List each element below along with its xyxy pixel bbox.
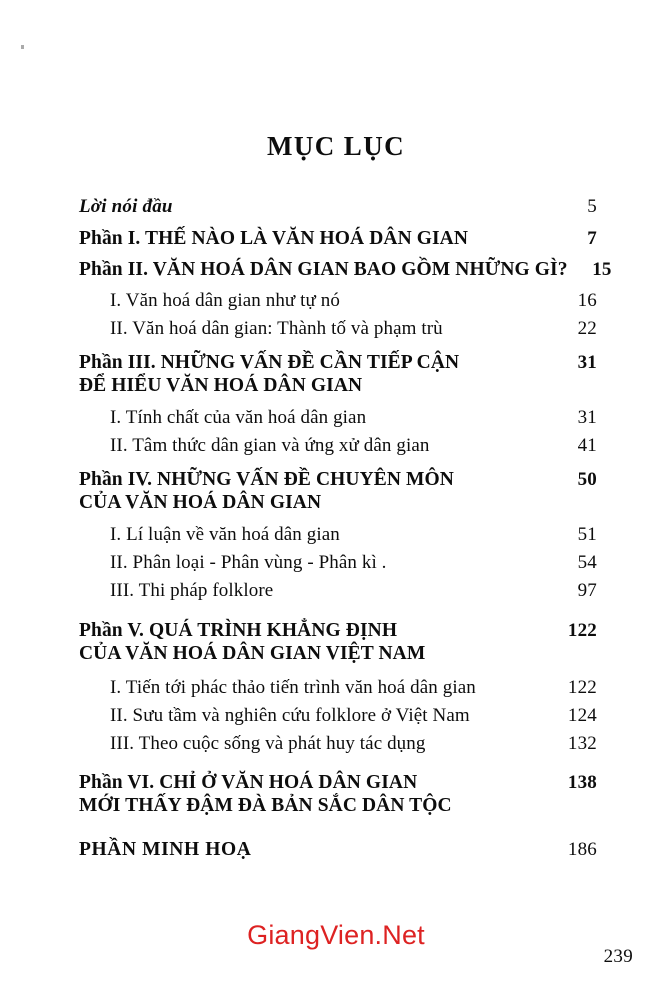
toc-entry xyxy=(79,677,628,699)
toc-entry-label: I. Tiến tới phác thảo tiến trình văn hoá dân gian xyxy=(110,677,476,698)
toc-entry-page-number: 97 xyxy=(577,580,597,601)
toc-entry-label: Lời nói đầu xyxy=(79,196,173,217)
toc-entry-page-number: 50 xyxy=(577,469,597,490)
toc-entry-label: I. Văn hoá dân gian như tự nó xyxy=(110,290,340,311)
toc-entry-page-number: 31 xyxy=(577,407,597,428)
toc-entry xyxy=(79,469,597,514)
toc-entry-line xyxy=(79,469,597,491)
page-number: 239 xyxy=(603,946,633,967)
toc-entry xyxy=(79,352,597,397)
toc-entry-label: Phần III. NHỮNG VẤN ĐỀ CẦN TIẾP CẬN xyxy=(79,352,460,373)
toc-entry xyxy=(79,524,628,546)
toc-entry xyxy=(79,620,597,665)
toc-entry-line xyxy=(79,259,612,281)
toc-entry-line xyxy=(79,352,597,374)
toc-entry-label-continued: ĐỂ HIỂU VĂN HOÁ DÂN GIAN xyxy=(79,375,363,396)
toc-entry-label: Phần IV. NHỮNG VẤN ĐỀ CHUYÊN MÔN xyxy=(79,469,454,490)
toc-entry-label: Phần I. THẾ NÀO LÀ VĂN HOÁ DÂN GIAN xyxy=(79,228,469,249)
toc-entry-label: II. Sưu tầm và nghiên cứu folklore ở Việt Nam xyxy=(110,705,470,726)
toc-entry xyxy=(79,290,628,312)
toc-entry xyxy=(79,228,597,250)
toc-entry xyxy=(79,733,628,755)
toc-entry-page-number: 124 xyxy=(567,705,597,726)
toc-entry-page-number: 132 xyxy=(567,733,597,754)
toc-entry-label: Phần VI. CHỈ Ở VĂN HOÁ DÂN GIAN xyxy=(79,772,418,793)
toc-entry-line xyxy=(110,580,597,602)
toc-entry-line xyxy=(79,620,597,642)
toc-entry xyxy=(79,435,628,457)
toc-entry-label: III. Thi pháp folklore xyxy=(110,580,274,601)
toc-entry-line xyxy=(110,552,597,574)
toc-entry-line xyxy=(79,196,597,218)
toc-entry-label-continued: CỦA VĂN HOÁ DÂN GIAN VIỆT NAM xyxy=(79,643,426,664)
toc-entry-line xyxy=(110,524,597,546)
toc-entry-label: I. Tính chất của văn hoá dân gian xyxy=(110,407,367,428)
toc-entry-line xyxy=(79,772,597,794)
toc-entry-page-number: 15 xyxy=(592,259,612,280)
table-of-contents-list xyxy=(79,196,612,861)
toc-entry-label: PHẦN MINH HOẠ xyxy=(79,839,252,860)
toc-entry-line xyxy=(110,407,597,429)
toc-entry-label: II. Tâm thức dân gian và ứng xử dân gian xyxy=(110,435,430,456)
toc-entry-label: Phần II. VĂN HOÁ DÂN GIAN BAO GỒM NHỮNG GÌ? xyxy=(79,259,568,280)
toc-entry xyxy=(79,196,597,218)
page-title: MỤC LỤC xyxy=(266,131,406,161)
toc-entry-label: II. Văn hoá dân gian: Thành tố và phạm trù xyxy=(110,318,443,339)
toc-entry xyxy=(79,772,597,817)
toc-entry xyxy=(79,318,628,340)
toc-entry xyxy=(79,839,597,861)
toc-entry-page-number: 122 xyxy=(567,620,597,641)
toc-entry-line xyxy=(110,318,597,340)
toc-entry xyxy=(79,552,628,574)
toc-entry-page-number: 122 xyxy=(567,677,597,698)
toc-entry-label: Phần V. QUÁ TRÌNH KHẲNG ĐỊNH xyxy=(79,620,398,641)
watermark: GiangVien.Net xyxy=(247,920,425,950)
toc-entry-page-number: 54 xyxy=(577,552,597,573)
toc-entry-line xyxy=(110,677,597,699)
toc-entry-page-number: 22 xyxy=(577,318,597,339)
toc-entry xyxy=(79,580,628,602)
toc-entry-page-number: 16 xyxy=(577,290,597,311)
toc-entry-page-number: 31 xyxy=(577,352,597,373)
toc-entry-page-number: 5 xyxy=(587,196,597,217)
toc-entry-label: III. Theo cuộc sống và phát huy tác dụng xyxy=(110,733,426,754)
toc-entry-label-continued: MỚI THẤY ĐẬM ĐÀ BẢN SẮC DÂN TỘC xyxy=(79,795,452,816)
toc-entry-page-number: 41 xyxy=(577,435,597,456)
toc-entry-label-continued: CỦA VĂN HOÁ DÂN GIAN xyxy=(79,492,322,513)
toc-entry-line xyxy=(110,733,597,755)
scan-artifact-speck xyxy=(21,45,24,49)
toc-entry-line xyxy=(110,435,597,457)
toc-entry-label: I. Lí luận về văn hoá dân gian xyxy=(110,524,340,545)
toc-entry xyxy=(79,259,612,281)
toc-entry-line xyxy=(79,228,597,250)
toc-entry-page-number: 7 xyxy=(587,228,597,249)
toc-entry-label: II. Phân loại - Phân vùng - Phân kì . xyxy=(110,552,387,573)
toc-entry xyxy=(79,705,628,727)
toc-entry-page-number: 51 xyxy=(577,524,597,545)
toc-entry-line xyxy=(110,290,597,312)
toc-entry-page-number: 186 xyxy=(567,839,597,860)
toc-entry-line xyxy=(110,705,597,727)
toc-entry-page-number: 138 xyxy=(567,772,597,793)
toc-entry-line xyxy=(79,839,597,861)
toc-entry xyxy=(79,407,628,429)
